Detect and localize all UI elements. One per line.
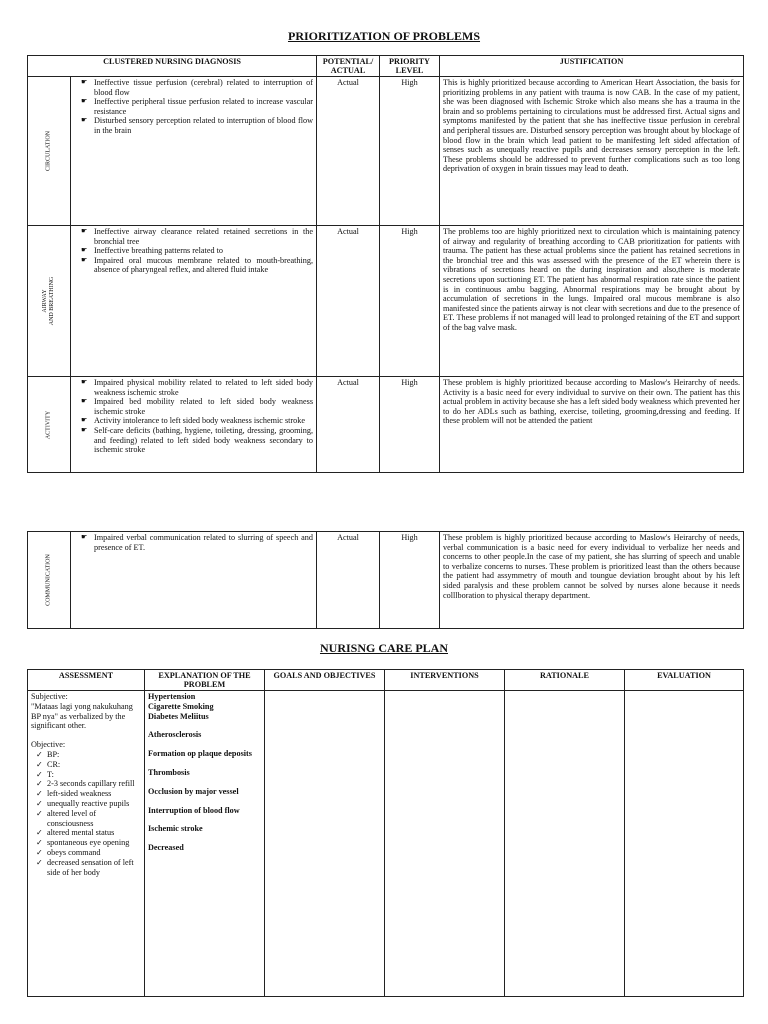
category-cell xyxy=(28,77,71,226)
header-explanation: EXPLANATION OF THE PROBLEM xyxy=(145,670,265,691)
list-item xyxy=(36,857,141,878)
diagnosis-cell xyxy=(71,226,317,377)
diagnosis-text: Ineffective peripheral tissue perfusion related to increase vascular resistance xyxy=(94,97,314,116)
header-evaluation: EVALUATION xyxy=(625,670,744,691)
list-item xyxy=(81,97,314,116)
list-item xyxy=(81,78,314,97)
explanation-line: Atherosclerosis xyxy=(148,730,202,740)
header-interventions: INTERVENTIONS xyxy=(385,670,505,691)
table-row xyxy=(28,226,744,377)
objective-text: obeys command xyxy=(47,847,101,857)
prioritization-title: PRIORITIZATION OF PROBLEMS xyxy=(287,29,481,43)
diagnosis-text: Impaired oral mucous membrane related to mouth-breathing, absence of pharyngeal reflex, and altered fluid intake xyxy=(94,255,314,275)
pointer-hand-icon: ☛ xyxy=(81,246,88,255)
list-item xyxy=(81,116,314,135)
diagnosis-text: Ineffective breathing patterns related to xyxy=(94,246,223,256)
checkmark-icon: ✓ xyxy=(36,838,43,848)
objective-text: unequally reactive pupils xyxy=(47,798,130,808)
pointer-hand-icon: ☛ xyxy=(81,378,88,386)
category-cell xyxy=(28,226,71,377)
evaluation-cell xyxy=(625,691,744,997)
potential-cell: Actual xyxy=(317,377,380,473)
checkmark-icon: ✓ xyxy=(36,828,43,838)
list-item xyxy=(36,838,141,848)
objective-list xyxy=(31,750,141,877)
table-row xyxy=(28,77,744,226)
pointer-hand-icon: ☛ xyxy=(81,227,88,235)
rationale-cell xyxy=(505,691,625,997)
header-goals: GOALS AND OBJECTIVES xyxy=(265,670,385,691)
diagnosis-text: Impaired bed mobility related to left sided body weakness ischemic stroke xyxy=(94,397,314,416)
explanation-line: Formation op plaque deposits xyxy=(148,749,252,759)
table-row xyxy=(28,532,744,629)
objective-text: left-sided weakness xyxy=(47,789,112,799)
potential-cell: Actual xyxy=(317,226,380,377)
header-priority: PRIORITY LEVEL xyxy=(380,56,440,77)
priority-cell: High xyxy=(380,532,440,629)
explanation-line: Ischemic stroke xyxy=(148,824,203,834)
list-item xyxy=(36,769,141,780)
explanation-line: Interruption of blood flow xyxy=(148,805,240,815)
checkmark-icon: ✓ xyxy=(36,808,43,818)
list-item xyxy=(81,227,314,246)
diagnosis-text: Ineffective airway clearance related retained secretions in the bronchial tree xyxy=(94,227,314,246)
interventions-cell xyxy=(385,691,505,997)
list-item xyxy=(81,246,313,256)
list-item xyxy=(36,789,141,799)
list-item xyxy=(36,759,141,770)
header-rationale: RATIONALE xyxy=(505,670,625,691)
category-label: ACTIVITY xyxy=(45,410,52,439)
assessment-cell xyxy=(28,691,145,997)
explanation-cell xyxy=(145,691,265,997)
objective-text: decreased sensation of left side of her body xyxy=(47,857,134,877)
diagnosis-cell xyxy=(71,77,317,226)
checkmark-icon: ✓ xyxy=(36,798,43,808)
table-row xyxy=(28,691,744,997)
header-assessment: ASSESSMENT xyxy=(28,670,145,691)
checkmark-icon: ✓ xyxy=(36,769,43,779)
objective-text: T: xyxy=(47,769,54,779)
objective-label: Objective: xyxy=(31,740,66,750)
explanation-line: Occlusion by major vessel xyxy=(148,786,239,796)
communication-table xyxy=(27,531,744,629)
category-cell xyxy=(28,377,71,473)
pointer-hand-icon: ☛ xyxy=(81,255,88,264)
justification-cell: These problem is highly prioritized because according to Maslow's Heirarchy of needs. Activity is a basic need for every individual to survive on their own. The patient has this actual problem in activity because she has a left sided body weakness which prevented her to do her ADLs such as bathing, exercise, toileting, grooming,dressing and feeding. If these problem will not be attended the patient xyxy=(440,377,744,473)
subjective-quote: "Mataas lagi yong nakukuhang BP nya" as verbalized by the significant other. xyxy=(31,701,133,731)
category-label: AIRWAY AND BREATHING xyxy=(42,276,55,326)
explanation-line: Decreased xyxy=(148,843,184,853)
list-item xyxy=(81,397,314,416)
list-item xyxy=(36,847,141,858)
subjective-label: Subjective: xyxy=(31,692,68,701)
list-item xyxy=(81,416,313,426)
diagnosis-text: Impaired physical mobility related to related to left sided body weakness ischemic stroke xyxy=(94,378,314,397)
care-plan-table xyxy=(27,669,744,997)
care-plan-title: NURISNG CARE PLAN xyxy=(319,641,448,655)
category-label: COMMUNICATION xyxy=(45,554,52,606)
priority-cell: High xyxy=(380,77,440,226)
priority-cell: High xyxy=(380,377,440,473)
objective-text: altered mental status xyxy=(47,828,115,838)
potential-cell: Actual xyxy=(317,77,380,226)
diagnosis-cell xyxy=(71,377,317,473)
list-item xyxy=(36,779,141,789)
prioritization-table xyxy=(27,55,744,473)
diagnosis-text: Self-care deficits (bathing, hygiene, toileting, dressing, grooming, and feeding) related to left sided body weakness secondary to ischemic stroke xyxy=(94,425,314,455)
objective-text: 2-3 seconds capillary refill xyxy=(47,779,135,789)
list-item xyxy=(36,749,141,760)
pointer-hand-icon: ☛ xyxy=(81,97,88,106)
list-item xyxy=(81,425,314,455)
checkmark-icon: ✓ xyxy=(36,749,43,759)
objective-text: altered level of consciousness xyxy=(47,808,97,828)
pointer-hand-icon: ☛ xyxy=(81,533,88,541)
list-item xyxy=(81,255,314,275)
pointer-hand-icon: ☛ xyxy=(81,425,88,434)
category-cell xyxy=(28,532,71,629)
diagnosis-cell xyxy=(71,532,317,629)
header-potential: POTENTIAL/ ACTUAL xyxy=(317,56,380,77)
objective-text: CR: xyxy=(47,759,61,769)
diagnosis-text: Ineffective tissue perfusion (cerebral) related to interruption of blood flow xyxy=(94,78,314,97)
potential-cell: Actual xyxy=(317,532,380,629)
diagnosis-text: Disturbed sensory perception related to interruption of blood flow in the brain xyxy=(94,116,314,135)
checkmark-icon: ✓ xyxy=(36,789,43,799)
header-diagnosis: CLUSTERED NURSING DIAGNOSIS xyxy=(28,56,317,77)
checkmark-icon: ✓ xyxy=(36,759,43,769)
checkmark-icon: ✓ xyxy=(36,857,43,867)
diagnosis-text: Activity intolerance to left sided body weakness ischemic stroke xyxy=(94,416,305,426)
goals-cell xyxy=(265,691,385,997)
objective-text: BP: xyxy=(47,749,60,759)
priority-cell: High xyxy=(380,226,440,377)
category-label: CIRCULATION xyxy=(45,131,52,171)
explanation-line: Diabetes Meliitus xyxy=(148,711,209,721)
explanation-line: Thrombosis xyxy=(148,767,190,777)
list-item xyxy=(36,828,141,838)
justification-cell: This is highly prioritized because according to American Heart Association, the basis for prioritizing problems in any patient with trauma is now CAB. In the case of my patient, she was been diagnosed with Ischemic Stroke which also means she has a trauma in the brain and so problems pertaining to circulations must be addressed first. Actual signs and symptoms manifested by the patient that she has ineffective tissue perfusion in cerebral and peripheral tissues are. Disturbed sensory perception was brought about by blockage of blood flow in the brain which lead patient to be manifesting left sided affectation of senses such as unequally reactive pupils and decreases sensory perception in the left. These problems should be addressed to prevent further complications such as too long deprivation of oxygen in brain tissues may lead to death. xyxy=(440,77,744,226)
pointer-hand-icon: ☛ xyxy=(81,397,88,406)
list-item xyxy=(81,533,313,552)
justification-cell: These problem is highly prioritized because according to Maslow's Heirarchy of needs, verbal communication is a basic need for every individual to verbalize her needs and concerns to other people.In the case of my patient, she has slurring of speech and unable to verbalize concerns to nurses. These problem is prioritized least than the others because the patient had assymmetry of mouth and toungue deviation brought about by his left sided paralysis and these problem cannot be solved by nurses alone because it needs colllboration to physical therapy department. xyxy=(440,532,744,629)
list-item xyxy=(36,798,141,809)
objective-text: spontaneous eye opening xyxy=(47,838,130,848)
justification-cell: The problems too are highly prioritized next to circulation which is maintaining patency of airway and regularity of breathing according to CAB prioritization for patients with trauma. The patient has these actual problems since the patient has retained secretions in the bronchial tree and this was assessed with the presence of the ET wherein there is vibrations of secretions heard on the during inspiration and also,there is moderate secretions upon suctioning ET. The patient has abnormal respiration rate since the patient is in continuous ambu bagging. Abnormal respirations may be brought about by accumulation of secretions in the lungs. Impaired oral mucous membrane is also manifested since the patients airway is not clear with secretions and due to the presence of ET. These problems if not managed will lead to prolonged retaining of the ET and support of the bag valve mask. xyxy=(440,226,744,377)
list-item xyxy=(81,378,314,397)
explanation-line: Hypertension xyxy=(148,692,196,701)
header-justification: JUSTIFICATION xyxy=(440,56,744,77)
pointer-hand-icon: ☛ xyxy=(81,78,88,86)
list-item xyxy=(36,808,141,829)
pointer-hand-icon: ☛ xyxy=(81,116,88,125)
explanation-line: Cigarette Smoking xyxy=(148,701,214,711)
checkmark-icon: ✓ xyxy=(36,779,43,789)
checkmark-icon: ✓ xyxy=(36,847,43,857)
diagnosis-text: Impaired verbal communication related to slurring of speech and presence of ET. xyxy=(94,533,313,552)
pointer-hand-icon: ☛ xyxy=(81,416,88,425)
table-row xyxy=(28,377,744,473)
